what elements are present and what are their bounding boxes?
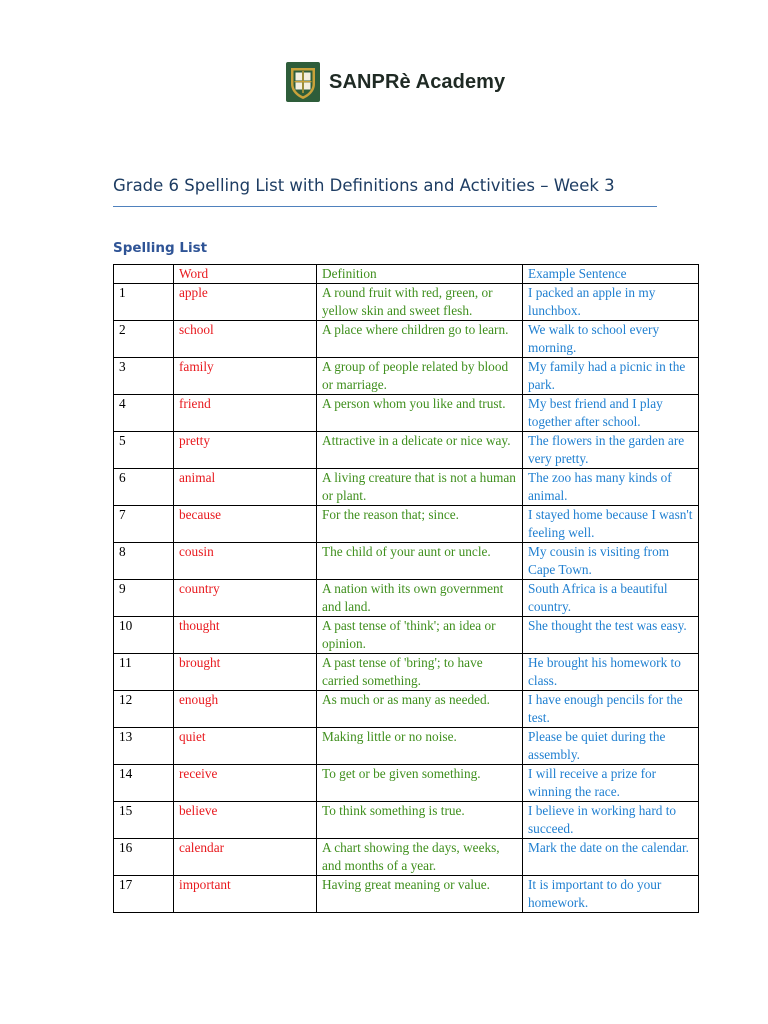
spelling-word: country xyxy=(174,580,317,617)
word-definition: A nation with its own government and land. xyxy=(317,580,523,617)
row-number: 13 xyxy=(114,728,174,765)
spelling-word: cousin xyxy=(174,543,317,580)
word-definition: To think something is true. xyxy=(317,802,523,839)
spelling-word: because xyxy=(174,506,317,543)
example-sentence: It is important to do your homework. xyxy=(523,876,699,913)
example-sentence: South Africa is a beautiful country. xyxy=(523,580,699,617)
table-row xyxy=(114,432,699,469)
row-number: 4 xyxy=(114,395,174,432)
table-row xyxy=(114,358,699,395)
table-row xyxy=(114,876,699,913)
example-sentence: He brought his homework to class. xyxy=(523,654,699,691)
row-number: 2 xyxy=(114,321,174,358)
row-number: 7 xyxy=(114,506,174,543)
word-definition: Having great meaning or value. xyxy=(317,876,523,913)
word-definition: A chart showing the days, weeks, and months of a year. xyxy=(317,839,523,876)
row-number: 12 xyxy=(114,691,174,728)
row-number: 1 xyxy=(114,284,174,321)
word-definition: A group of people related by blood or marriage. xyxy=(317,358,523,395)
table-row xyxy=(114,284,699,321)
table-row xyxy=(114,765,699,802)
word-definition: To get or be given something. xyxy=(317,765,523,802)
example-sentence: My family had a picnic in the park. xyxy=(523,358,699,395)
spelling-word: quiet xyxy=(174,728,317,765)
spelling-word: apple xyxy=(174,284,317,321)
word-definition: Attractive in a delicate or nice way. xyxy=(317,432,523,469)
spelling-word: important xyxy=(174,876,317,913)
row-number: 17 xyxy=(114,876,174,913)
word-definition: A past tense of 'bring'; to have carried something. xyxy=(317,654,523,691)
row-number: 14 xyxy=(114,765,174,802)
spelling-word: receive xyxy=(174,765,317,802)
row-number: 10 xyxy=(114,617,174,654)
example-sentence: She thought the test was easy. xyxy=(523,617,699,654)
definition-column-header: Definition xyxy=(317,265,523,284)
spelling-word: enough xyxy=(174,691,317,728)
spelling-word: believe xyxy=(174,802,317,839)
word-definition: A living creature that is not a human or plant. xyxy=(317,469,523,506)
example-sentence: The flowers in the garden are very pretty. xyxy=(523,432,699,469)
example-sentence: I packed an apple in my lunchbox. xyxy=(523,284,699,321)
row-number: 11 xyxy=(114,654,174,691)
spelling-word: friend xyxy=(174,395,317,432)
example-column-header: Example Sentence xyxy=(523,265,699,284)
table-row xyxy=(114,802,699,839)
example-sentence: I have enough pencils for the test. xyxy=(523,691,699,728)
table-row xyxy=(114,839,699,876)
example-sentence: I believe in working hard to succeed. xyxy=(523,802,699,839)
table-row xyxy=(114,617,699,654)
number-column-header xyxy=(114,265,174,284)
table-row xyxy=(114,654,699,691)
word-definition: A past tense of 'think'; an idea or opinion. xyxy=(317,617,523,654)
title-divider xyxy=(113,206,657,207)
word-definition: For the reason that; since. xyxy=(317,506,523,543)
example-sentence: I stayed home because I wasn't feeling well. xyxy=(523,506,699,543)
spelling-word: calendar xyxy=(174,839,317,876)
table-row xyxy=(114,543,699,580)
table-row xyxy=(114,469,699,506)
row-number: 3 xyxy=(114,358,174,395)
academy-logo xyxy=(286,62,505,102)
spelling-word: family xyxy=(174,358,317,395)
word-definition: Making little or no noise. xyxy=(317,728,523,765)
academy-name: SANPRè Academy xyxy=(329,70,506,93)
word-definition: A round fruit with red, green, or yellow skin and sweet flesh. xyxy=(317,284,523,321)
example-sentence: I will receive a prize for winning the race. xyxy=(523,765,699,802)
table-row xyxy=(114,691,699,728)
example-sentence: My best friend and I play together after school. xyxy=(523,395,699,432)
spelling-word: pretty xyxy=(174,432,317,469)
table-row xyxy=(114,321,699,358)
section-heading: Spelling List xyxy=(113,240,208,256)
spelling-word: school xyxy=(174,321,317,358)
table-row xyxy=(114,580,699,617)
spelling-word: brought xyxy=(174,654,317,691)
spelling-table xyxy=(113,264,699,913)
spelling-word: thought xyxy=(174,617,317,654)
academy-crest-icon xyxy=(286,62,320,102)
example-sentence: My cousin is visiting from Cape Town. xyxy=(523,543,699,580)
table-row xyxy=(114,395,699,432)
spelling-word: animal xyxy=(174,469,317,506)
row-number: 8 xyxy=(114,543,174,580)
example-sentence: We walk to school every morning. xyxy=(523,321,699,358)
word-definition: A place where children go to learn. xyxy=(317,321,523,358)
word-definition: The child of your aunt or uncle. xyxy=(317,543,523,580)
row-number: 15 xyxy=(114,802,174,839)
row-number: 5 xyxy=(114,432,174,469)
example-sentence: The zoo has many kinds of animal. xyxy=(523,469,699,506)
word-column-header: Word xyxy=(174,265,317,284)
document-title: Grade 6 Spelling List with Definitions and Activities – Week 3 xyxy=(113,176,615,195)
row-number: 16 xyxy=(114,839,174,876)
row-number: 6 xyxy=(114,469,174,506)
table-row xyxy=(114,506,699,543)
example-sentence: Please be quiet during the assembly. xyxy=(523,728,699,765)
row-number: 9 xyxy=(114,580,174,617)
word-definition: As much or as many as needed. xyxy=(317,691,523,728)
word-definition: A person whom you like and trust. xyxy=(317,395,523,432)
example-sentence: Mark the date on the calendar. xyxy=(523,839,699,876)
table-header-row xyxy=(114,265,699,284)
table-row xyxy=(114,728,699,765)
